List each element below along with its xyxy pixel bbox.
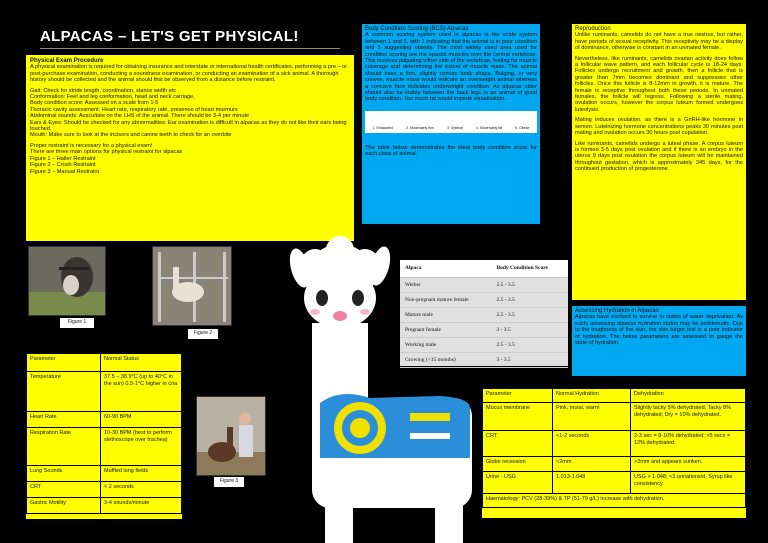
figure-1-caption: Figure 1 [60, 318, 94, 328]
vitals-cell: Heart Rate [27, 412, 101, 428]
bcs-cell: 3 - 3.5 [491, 322, 568, 337]
vitals-header-row [27, 354, 182, 372]
alpaca-illustration [270, 228, 490, 543]
vitals-cell: 3-4 sounds/minute [101, 498, 182, 514]
vitals-cell: Temperature [27, 372, 101, 412]
hydration-cell: <1-2 seconds [553, 431, 631, 457]
vitals-header-normal: Normal Status [101, 354, 182, 372]
bcs-strip-label: 3. Optimal [447, 126, 463, 131]
hydration-cell: 1.013-1.048 [553, 472, 631, 494]
figure-3-caption: Figure 3 [214, 477, 244, 487]
hydration-header-dehydration: Dehydration [631, 389, 746, 403]
vitals-cell: < 2 seconds [101, 482, 182, 498]
bcs-cell: 3 - 3.5 [491, 352, 568, 367]
bcs-panel [362, 24, 540, 224]
hydration-footer: Haematology: PCV (28-39%) & TP (51-79 g/L) increase with dehydration. [483, 494, 746, 508]
bcs-illustration-strip [365, 111, 537, 133]
figure-3-photo [196, 396, 266, 476]
bcs-cell: Growing (<15 months) [400, 352, 491, 367]
physical-exam-panel [26, 55, 354, 241]
hydration-cell: CRT [483, 431, 553, 457]
hydration-cell: Slightly tacky 5% dehydrated; Tacky 8% dehydrated; Dry = 10% dehydrated. [631, 403, 746, 431]
hydration-cell: Pink, moist, warm [553, 403, 631, 431]
physical-exam-checks: Gait: Check for stride length, coordination, stance width etc Conformation: Feet and leg conformation, head and neck carriage, Body condition score: Assessed on a scale from 1-5 Thoracic cavity assessment: Heart rate, respiratory rate, presence of heart murmurs Abdominal sounds: Auscultate on the LHS of the animal. There should be 3-4 per minute Ears & Eyes: Should be checked for any abnormalities. Ear examination is difficult in alpacas as they do not like their ears being touched. Mouth: Make sure to look at the incisors and canine teeth to check for an overbite [30, 87, 347, 139]
bcs-cell: 2.5 - 3.5 [491, 307, 568, 322]
alpaca-halter-image [29, 247, 106, 316]
bcs-heading: Body Condition Scoring (BCS) Alpacas [365, 26, 469, 32]
reproduction-p3: Mating induces ovulation, as there is a GnRH-like hormone in semen. Luteinizing hormone concentrations peaks 30 minutes post mating and ovulation occurs 30 hours post copulation. [575, 117, 743, 137]
reproduction-p1: Unlike ruminants, camelids do not have a true oestrus, but rather, have periods of sexual receptivity. This receptivity may be a display of dominance, otherwise is constant in an unmated female. [575, 32, 743, 52]
bcs-text: A common scoring system used in alpacas is the scale system between 1 and 5, with 1 indicating that the animal is in poor condition and 5 suggesting obesity. The most widely used area used for condition scoring are the epaxial muscles over the central vertebrae. This involves palpating either side of the vertebrae, feeling for muscle coverage and determining the extent of muscle mass. The animal should have a firm, slightly convex body shape. Bulging, or very convex, muscle mass would indicate an overweight animal whereas a concave face indicates underweight condition. As alpacas older should also be visible between the back legs in an animal of good body condition. Too much fat would impede visualisation. [365, 32, 537, 103]
vitals-header-parameter: Parameter [27, 354, 101, 372]
vitals-cell: Gastric Motility [27, 498, 101, 514]
vitals-cell: 10-30 BPM (best to perform stethoscope over trachea) [101, 428, 182, 466]
hydration-panel [572, 306, 746, 376]
physical-exam-heading: Physical Exam Procedure [30, 58, 104, 64]
hydration-header-parameter: Parameter [483, 389, 553, 403]
bcs-header-alpaca: Alpaca [400, 260, 491, 277]
table-row [483, 457, 746, 472]
hydration-cell: Mucus membrane [483, 403, 553, 431]
figure-2-photo [152, 246, 232, 326]
vitals-table-panel [26, 353, 182, 519]
reproduction-panel [572, 24, 746, 300]
figure-2-caption: Figure 2 [188, 329, 218, 339]
vitals-cell: 37.5 – 38.9°C (up to 40°C in the sun) 0.5-1°C higher in cria [101, 372, 182, 412]
hydration-table-panel [482, 388, 746, 518]
table-row [483, 403, 746, 431]
table-row [483, 472, 746, 494]
vitals-cell: CRT [27, 482, 101, 498]
hydration-text: Alpacas have evolved to survive in states of water deprivation. As such, assessing alpacas hydration status may be problematic. Due to the toughness of the skin, the skin turgor test is a poor indicator of hydration. The below parameters are assessed to gauge the state of hydration. [575, 314, 743, 347]
table-row [27, 428, 182, 466]
vitals-cell: Lung Sounds [27, 466, 101, 482]
vitals-table [26, 353, 182, 514]
physical-exam-restraint: Proper restraint is necessary for a physical exam! There are three main options for physical restraint for alpacas Figure 1 – Halter Restraint Figure 2 – Crush Restraint Figure 3 – Manual Restraint [30, 142, 183, 175]
bcs-cell: Pregnant female [400, 322, 491, 337]
figure-1-photo [28, 246, 106, 316]
hydration-table [482, 388, 746, 508]
hydration-cell: USG > 1.048; <3 urinations/d, Syrup like consistency. [631, 472, 746, 494]
table-row [483, 431, 746, 457]
bcs-cell: 2.5 - 3.5 [491, 277, 568, 292]
bcs-caption: The table below demonstrates the ideal body condition score for each class of animal. [365, 144, 537, 158]
bcs-strip-label: 4. Moderately fat [476, 126, 503, 131]
bcs-cell: Wether [400, 277, 491, 292]
alpaca-crush-image [153, 247, 232, 326]
bcs-strip-label: 2. Moderately thin [406, 126, 434, 131]
vitals-cell: Muffled lung fields [101, 466, 182, 482]
hydration-header-row [483, 389, 746, 403]
bcs-cell: Non-pregnant mature female [400, 292, 491, 307]
vitals-cell: Respiration Rate [27, 428, 101, 466]
title-divider [40, 48, 340, 49]
reproduction-p2: Nevertheless, like ruminants, camelids ovarian activity does follow a follicular wave pattern, and each follicular cycle is 18-24 days. Follicles undergo recruitment and growth, then a follicle that is greater than 7mm becomes dominant and suppresses other follicles. Once this follicle is 8-12mm in growth, it is mature. The female is receptive throughout both these periods. In unmated females, the follicle will regress. Following a sterile mating, ovulation occurs, however the corpus luteum formed undergoes luteolysis. [575, 55, 743, 113]
page-title: ALPACAS – LET'S GET PHYSICAL! [40, 28, 299, 45]
bcs-strip-label: 5. Obese [515, 126, 530, 131]
hydration-cell: >2mm and appears sunken. [631, 457, 746, 472]
table-row [27, 372, 182, 412]
bcs-cell: 2.5 - 3.5 [491, 292, 568, 307]
bcs-cell: Working male [400, 337, 491, 352]
vitals-cell: 60-90 BPM [101, 412, 182, 428]
reproduction-heading: Reproduction [575, 26, 611, 32]
table-row [483, 494, 746, 508]
hydration-header-normal: Normal Hydration [553, 389, 631, 403]
bcs-cell: Mature male [400, 307, 491, 322]
table-row [27, 412, 182, 428]
hydration-cell: 2-3 sec = 8-10% dehydrated; >5 secs = 12% dehydrated. [631, 431, 746, 457]
bcs-header-score: Body Condition Score [491, 260, 568, 277]
hydration-heading: Assessing Hydration in Alpacas [575, 308, 659, 314]
bcs-strip-label: 1. Emaciated [372, 126, 393, 131]
physical-exam-intro: A physical examination is required for obtaining insurance and interstate or international health certificates, performing a pre – or post-purchase examination, conducting a soundness examination, or conducting an examination of a sick animal. A thorough history should be collected and the animal should first be observed from a distance before restraint. [30, 64, 348, 84]
table-row [27, 466, 182, 482]
reproduction-p4: Like ruminants, camelids undergo a luteal phase. A corpus luteum is formed 3-5 days post ovulation and if there is an embryo in the uterus 9 days post ovulation the corpus luteum will be maintained throughout gestation, which is approximately 345 days, for the continued production of progesterone. [575, 140, 743, 173]
alpaca-manual-restraint-image [197, 397, 266, 476]
table-row [27, 498, 182, 514]
bcs-cell: 2.5 - 3.5 [491, 337, 568, 352]
hydration-cell: Globe recession [483, 457, 553, 472]
table-row [27, 482, 182, 498]
hydration-cell: <2mm [553, 457, 631, 472]
hydration-cell: Urine - USG [483, 472, 553, 494]
